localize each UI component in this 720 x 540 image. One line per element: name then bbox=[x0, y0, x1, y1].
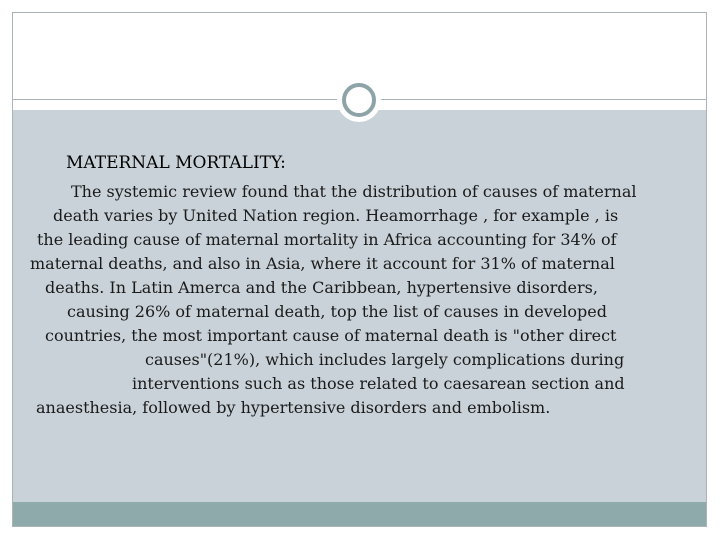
paragraph-line: maternal deaths, and also in Asia, where it account for 31% of maternal bbox=[30, 254, 615, 273]
paragraph-line: The systemic review found that the distribution of causes of maternal bbox=[71, 182, 637, 201]
paragraph-line: causing 26% of maternal death, top the list of causes in developed bbox=[67, 302, 608, 321]
paragraph-line: deaths. In Latin Amerca and the Caribbean, hypertensive disorders, bbox=[45, 278, 598, 297]
circle-ring-icon bbox=[342, 83, 376, 117]
paragraph-line: death varies by United Nation region. Heamorrhage , for example , is bbox=[53, 206, 619, 225]
paragraph-line: interventions such as those related to caesarean section and bbox=[132, 374, 625, 393]
paragraph-line: anaesthesia, followed by hypertensive disorders and embolism. bbox=[36, 398, 551, 417]
paragraph-line: causes"(21%), which includes largely complications during bbox=[145, 350, 625, 369]
paragraph-line: countries, the most important cause of maternal death is "other direct bbox=[45, 326, 617, 345]
slide-title: MATERNAL MORTALITY: bbox=[66, 153, 286, 173]
paragraph-line: the leading cause of maternal mortality in Africa accounting for 34% of bbox=[37, 230, 617, 249]
